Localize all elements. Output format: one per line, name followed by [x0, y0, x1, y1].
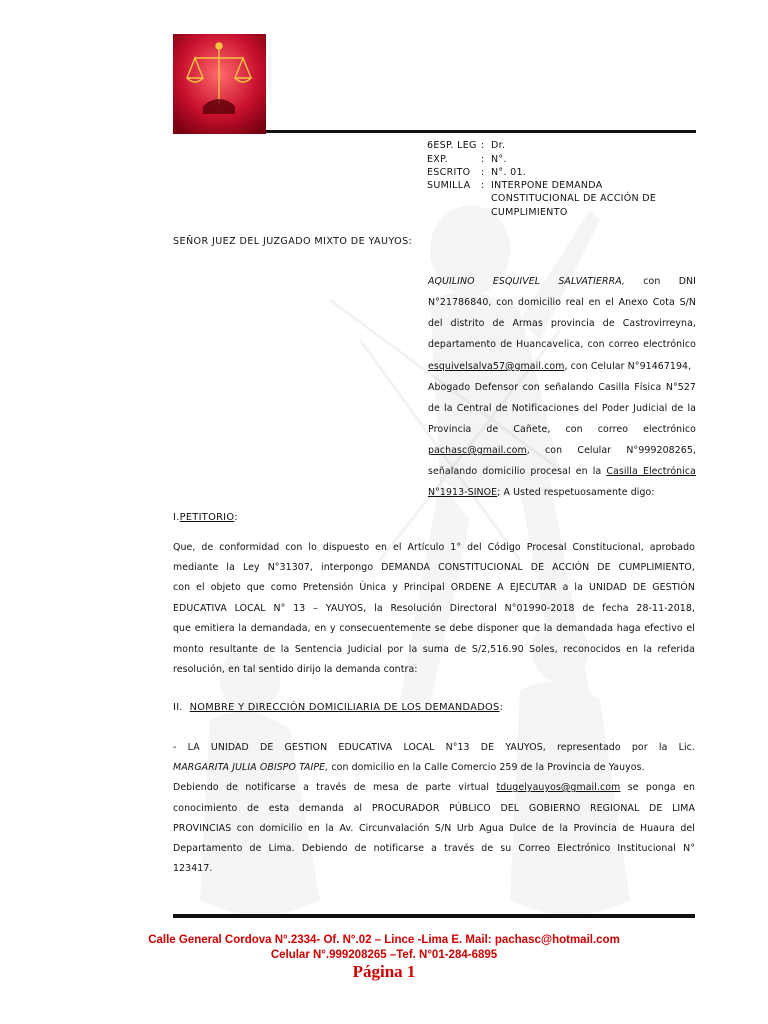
header-key: EXP.: [427, 154, 448, 165]
section-title-demandados: [173, 702, 503, 713]
header-row-escrito: [427, 166, 526, 180]
addressee: SEÑOR JUEZ DEL JUZGADO MIXTO DE YAUYOS:: [173, 236, 413, 247]
section-number: I.: [173, 512, 180, 523]
body-text: se ponga en: [620, 782, 696, 793]
sumilla-continuation: CONSTITUCIONAL DE ACCIÓN DE: [491, 193, 657, 204]
intro-line: de la Central de Notificaciones del Poder Judicial de la: [428, 403, 696, 414]
header-value: N°. 01.: [491, 167, 527, 178]
footer-rule: [173, 914, 695, 918]
sumilla-continuation: CUMPLIMIENTO: [491, 207, 568, 218]
intro-text: ; A Usted respetuosamente digo:: [497, 487, 655, 498]
intro-line: N°21786840, con domicilio real en el Anexo Cota S/N: [428, 297, 696, 308]
body-line: que emitiera la demandada, en y consecuentemente se debe disponer que la demandada haga efectivo el: [173, 623, 695, 634]
body-line: EDUCATIVA LOCAL N° 13 – YAUYOS, la Resolución Directoral N°01990-2018 de fecha 28-11-2018,: [173, 603, 695, 614]
body-line: conocimiento de esta demanda al PROCURADOR PÚBLICO DEL GOBIERNO REGIONAL DE LIMA: [173, 803, 695, 814]
header-sep: :: [481, 167, 485, 178]
intro-line: Abogado Defensor con señalando Casilla Física N°527: [428, 382, 696, 393]
law-firm-logo: [173, 34, 266, 134]
header-key: ESCRITO: [427, 167, 471, 178]
plaintiff-name: AQUILINO ESQUIVEL SALVATIERRA,: [428, 276, 626, 287]
intro-line: Provincia de Cañete, con correo electrónico: [428, 424, 696, 435]
section-number: II.: [173, 702, 183, 713]
header-key: 6ESP. LEG: [427, 140, 477, 151]
header-value: INTERPONE DEMANDA: [491, 180, 603, 191]
intro-text: con DNI: [643, 276, 696, 287]
body-line: Que, de conformidad con lo dispuesto en el Artículo 1° del Código Procesal Constitucional, aprobado: [173, 542, 695, 553]
intro-line: [428, 360, 696, 374]
section-heading: PETITORIO: [179, 512, 235, 523]
intro-line: del distrito de Armas provincia de Castrovirreyna,: [428, 318, 696, 329]
footer-phone: Celular N°.999208265 –Tef. N°01-284-6895: [270, 949, 498, 961]
body-line: mediante la Ley N°31307, interpongo DEMANDA CONSTITUCIONAL DE ACCIÓN DE CUMPLIMIENTO,: [173, 562, 695, 573]
footer-address: Calle General Cordova N°.2334- Of. N°.02 – Lince -Lima E. Mail: pachasc@hotmail.com: [148, 934, 620, 946]
sinoe-link[interactable]: N°1913-SINOE: [428, 487, 498, 498]
intro-line: [428, 275, 696, 289]
header-sep: :: [481, 180, 485, 191]
email-link[interactable]: pachasc@gmail.com: [428, 445, 527, 456]
intro-text: , con Celular N°91467194,: [564, 361, 692, 372]
body-line: PROVINCIAS con domicilio en la Av. Circunvalación S/N Urb Agua Dulce de la Provincia de Huaura del: [173, 823, 695, 834]
header-value: N°.: [491, 154, 507, 165]
email-link[interactable]: esquivelsalva57@gmail.com: [428, 361, 565, 372]
body-line: monto resultante de la Sentencia Judicial por la suma de S/2,516.90 Soles, reconocidos en la referida: [173, 644, 695, 655]
header-rule: [266, 130, 696, 133]
body-line: Departamento de Lima. Debiendo de notificarse a través de su Correo Electrónico Institucional N°: [173, 843, 695, 854]
intro-line: departamento de Huancavelica, con correo electrónico: [428, 339, 696, 350]
intro-text: señalando domicilio procesal en la: [428, 466, 607, 477]
body-line: [173, 781, 695, 795]
body-text: Debiendo de notificarse a través de mesa de parte virtual: [173, 782, 497, 793]
representative-name: MARGARITA JULIA OBISPO TAIPE,: [173, 762, 329, 773]
intro-line: [428, 465, 696, 479]
body-line: 123417.: [173, 863, 213, 874]
email-link[interactable]: tdugelyauyos@gmail.com: [496, 782, 621, 793]
intro-line: [428, 444, 696, 458]
intro-line: [428, 486, 696, 500]
header-row-exp: [427, 153, 507, 167]
body-line: resolución, en tal sentido dirijo la demanda contra:: [173, 664, 418, 675]
body-text: con domicilio en la Calle Comercio 259 de la Provincia de Yauyos.: [328, 762, 645, 773]
section-colon: :: [234, 512, 238, 523]
header-sep: :: [481, 140, 485, 151]
section-colon: :: [499, 702, 504, 713]
header-key: SUMILLA: [427, 180, 471, 191]
section-title-petitorio: [173, 512, 238, 523]
body-line: - LA UNIDAD DE GESTION EDUCATIVA LOCAL N°13 DE YAUYOS, representado por la Lic.: [173, 742, 695, 753]
body-line: con el objeto que como Pretensión Única y Principal ORDENE A EJECUTAR a la UNIDAD DE GESTIÓN: [173, 582, 695, 593]
header-row-leg: [427, 139, 505, 153]
casilla-link[interactable]: Casilla Electrónica: [606, 466, 696, 477]
header-sep: :: [481, 154, 485, 165]
body-line: [173, 761, 695, 775]
header-value: Dr.: [491, 140, 506, 151]
page-number: Página 1: [352, 962, 416, 981]
intro-text: , con Celular N°999208265,: [526, 445, 696, 456]
header-row-sumilla: [427, 179, 603, 193]
section-heading: NOMBRE Y DIRECCIÓN DOMICILIARIA DE LOS DEMANDADOS: [189, 702, 500, 713]
